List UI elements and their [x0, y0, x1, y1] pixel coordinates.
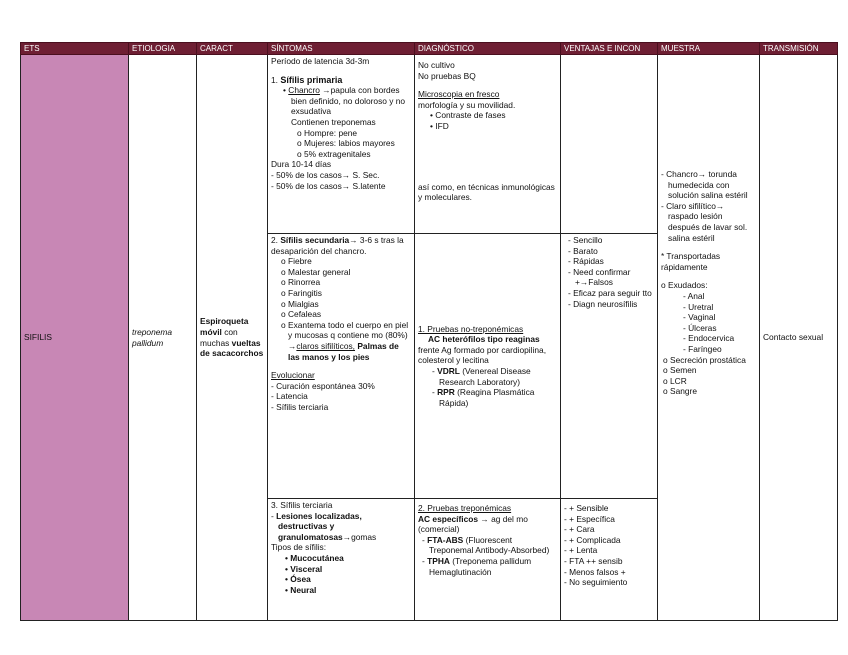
- ventajas-trep-cell: [561, 499, 658, 621]
- casos-list: [271, 170, 411, 191]
- tipo-osea: • Ósea: [285, 574, 411, 585]
- secundaria-list: [271, 256, 411, 362]
- ventajas-no-trep-list: [564, 235, 654, 309]
- diag-vdrl-label: VDRL: [437, 366, 460, 376]
- exudado-endocervica: - Endocervica: [683, 333, 756, 344]
- diag-contraste: • Contraste de fases: [430, 110, 557, 121]
- muestra-top-list: [661, 169, 756, 243]
- secundaria-title: [271, 235, 411, 256]
- diag-rpr-desc: (Reagina Plasmática Rápida): [439, 387, 535, 408]
- diag-trep-cell: [415, 499, 561, 621]
- primaria-list: [271, 85, 411, 117]
- diag-no-trep-list: [418, 366, 557, 408]
- diag-fta: [422, 535, 557, 556]
- diag-trep-title: 2. Pruebas treponémicas: [418, 503, 512, 513]
- muestra-claro: - Claro sifilítico→ raspado lesión después de lavar sol. salina estéril: [661, 201, 756, 243]
- contienen-list: [271, 128, 411, 160]
- diag-fresco-cell: [415, 55, 561, 234]
- diag-tpha: [422, 556, 557, 577]
- diag-microscopia: Microscopia en fresco: [418, 89, 500, 100]
- sec-palmas: Palmas de las manos y los pies: [288, 340, 399, 362]
- vent-trep-7: - Menos falsos +: [564, 566, 626, 577]
- terciaria-lesiones-text: Lesiones localizadas, destructivas y granulomatosas: [276, 510, 362, 542]
- sti-table: [20, 42, 838, 621]
- chancro-desc: →papula con bordes bien definido, no doloroso y no exsudativa: [291, 85, 406, 117]
- diag-rpr: [432, 387, 557, 408]
- diag-vdrl: [432, 366, 557, 387]
- exudado-ulceras: - Úlceras: [683, 323, 756, 334]
- header-diagnostico: DIAGNÓSTICO: [415, 43, 561, 55]
- sintomas-primaria-cell: [268, 55, 415, 234]
- muestra-cell: [658, 55, 760, 621]
- evol-terciaria: - Sífilis terciaria: [271, 402, 411, 413]
- diag-no-trep-ac: AC heterófilos tipo reaginas: [428, 334, 540, 345]
- diag-ifd: • IFD: [430, 121, 557, 132]
- vent-neurosifilis: - Diagn neurosífilis: [568, 299, 654, 310]
- diag-morfologia: morfología y su movilidad.: [418, 99, 516, 110]
- diag-no-trep-frente: frente Ag formado por cardiopilina, colesterol y lecitina: [418, 344, 547, 366]
- primaria-title-text: Sífilis primaria: [280, 74, 343, 85]
- muestra-exudados-items: [661, 291, 756, 355]
- evol-curacion: - Curación espontánea 30%: [271, 381, 411, 392]
- caract-movil: móvil: [200, 326, 222, 337]
- terciaria-gomas: →gomas: [342, 531, 377, 542]
- header-row: [21, 43, 838, 55]
- diag-no-cultivo: No cultivo: [418, 60, 455, 70]
- ventajas-empty-cell: [561, 55, 658, 234]
- exudado-uretral: - Uretral: [683, 302, 756, 313]
- ventajas-no-trep-cell: [561, 234, 658, 499]
- header-ventajas: VENTAJAS E INCON: [561, 43, 658, 55]
- diag-no-trep-title: 1. Pruebas no-treponémicas: [418, 323, 524, 334]
- diag-no-bq: No pruebas BQ: [418, 70, 476, 81]
- diag-tpha-desc: (Treponema pallidum Hemaglutinación: [429, 555, 532, 577]
- evolucionar-title: Evolucionar: [271, 370, 315, 381]
- sec-faringitis: o Faringitis: [281, 288, 411, 299]
- secundaria-title-text: Sífilis secundaria: [280, 235, 350, 245]
- sec-fiebre: o Fiebre: [281, 256, 411, 267]
- sec-cefaleas: o Cefaleas: [281, 309, 411, 320]
- muestra-lcr: o LCR: [663, 376, 756, 387]
- exudado-vaginal: - Vaginal: [683, 312, 756, 323]
- muestra-exudados: o Exudados:: [661, 280, 756, 291]
- vent-sencillo: - Sencillo: [568, 235, 654, 246]
- extragenitales-item: o 5% extragenitales: [297, 149, 411, 160]
- terciaria-tipos: Tipos de sífilis:: [271, 542, 327, 553]
- sec-claros: claros sifilíticos,: [296, 340, 356, 351]
- muestra-semen: o Semen: [663, 365, 756, 376]
- caract-vueltas: vueltas de sacacorchos: [200, 337, 264, 359]
- vent-barato: - Barato: [568, 246, 654, 257]
- sec-exantema: [281, 320, 411, 362]
- caract-cell: [197, 55, 268, 621]
- evol-latencia: - Latencia: [271, 391, 411, 402]
- muestra-secrecion: o Secreción prostática: [663, 355, 756, 366]
- transmision-cell: Contacto sexual: [760, 55, 838, 621]
- latencia-text: Período de latencia 3d-3m: [271, 56, 370, 66]
- diag-vdrl-desc: (Venereal Disease Research Laboratory): [439, 366, 531, 387]
- row-primaria: [21, 55, 838, 234]
- sintomas-secundaria-cell: [268, 234, 415, 499]
- vent-trep-2: - + Específica: [564, 513, 615, 524]
- terciaria-list: [271, 511, 411, 543]
- contienen-text: Contienen treponemas: [291, 116, 376, 127]
- vent-eficaz: - Eficaz para seguir tto: [568, 288, 654, 299]
- diag-tpha-label: TPHA: [427, 555, 450, 566]
- diag-rpr-label: RPR: [437, 387, 455, 398]
- sec-exantema-text: Exantema todo el cuerpo en piel y mucosas q contiene mo (80%): [288, 319, 409, 341]
- header-caract: CARACT: [197, 43, 268, 55]
- header-transmision: TRANSMISIÓN: [760, 43, 838, 55]
- muestra-chancro: - Chancro→ torunda humedecida con solución salina estéril: [661, 169, 756, 201]
- header-sintomas: SÍNTOMAS: [268, 43, 415, 55]
- tipo-visceral: • Visceral: [285, 564, 411, 575]
- sec-mialgias: o Mialgias: [281, 299, 411, 310]
- caract-con: con muchas: [200, 326, 238, 348]
- primaria-title-num: 1.: [271, 74, 281, 85]
- sec-malestar: o Malestar general: [281, 267, 411, 278]
- diag-trep-ac-desc: → ag del mo (comercial): [418, 513, 528, 535]
- casos-item-1: - 50% de los casos→ S. Sec.: [271, 170, 411, 181]
- casos-item-2: - 50% de los casos→ S.latente: [271, 181, 411, 192]
- chancro-item: [283, 85, 411, 117]
- sec-claros-arrow: →: [288, 340, 297, 351]
- diag-trep-ac-label: AC específicos: [418, 513, 479, 524]
- diag-micro-list: [418, 110, 557, 131]
- exudado-anal: - Anal: [683, 291, 756, 302]
- muestra-sangre: o Sangre: [663, 386, 756, 397]
- diag-trep-list: [418, 535, 557, 577]
- muestra-transportadas: * Transportadas rápidamente: [661, 251, 721, 272]
- vent-trep-1: - + Sensible: [564, 503, 609, 513]
- mujeres-item: o Mujeres: labios mayores: [297, 138, 411, 149]
- etiologia-cell: treponema pallidum: [129, 55, 197, 621]
- tipo-neural: • Neural: [285, 585, 411, 596]
- tipo-mucocutanea: • Mucocutánea: [285, 553, 411, 564]
- sec-rinorrea: o Rinorrea: [281, 277, 411, 288]
- vent-trep-6: - FTA ++ sensib: [564, 555, 623, 566]
- evolucionar-list: [271, 381, 411, 413]
- diag-asi-como: así como, en técnicas inmunológicas y moleculares.: [418, 181, 555, 203]
- diag-trep-ac: [418, 514, 557, 535]
- vent-trep-4: - + Complicada: [564, 534, 621, 545]
- primaria-title: [271, 75, 411, 86]
- vent-trep-8: - No seguimiento: [564, 577, 628, 588]
- dura-text: Dura 10-14 días: [271, 159, 332, 170]
- diag-fta-label: FTA-ABS: [427, 534, 464, 545]
- vent-trep-5: - + Lenta: [564, 545, 598, 556]
- terciaria-tipos-list: [271, 553, 411, 595]
- muestra-otros-list: [661, 355, 756, 397]
- vent-confirmar: - Need confirmar +→Falsos: [568, 267, 654, 288]
- caract-espiroqueta: Espiroqueta: [200, 316, 249, 327]
- diag-no-trep-cell: [415, 234, 561, 499]
- muestra-exudados-list: [661, 280, 756, 291]
- vent-trep-3: - + Cara: [564, 524, 595, 535]
- secundaria-title-num: 2.: [271, 235, 281, 245]
- terciaria-lesiones: [271, 511, 411, 543]
- header-ets: ETS: [21, 43, 129, 55]
- hombre-item: o Hompre: pene: [297, 128, 411, 139]
- exudado-faringeo: - Faríngeo: [683, 344, 756, 355]
- vent-rapidas: - Rápidas: [568, 256, 654, 267]
- header-etiologia: ETIOLOGIA: [129, 43, 197, 55]
- header-muestra: MUESTRA: [658, 43, 760, 55]
- sintomas-terciaria-cell: [268, 499, 415, 621]
- ets-cell: SIFILIS: [21, 55, 129, 621]
- diag-fta-desc: (Fluorescent Treponemal Antibody-Absorbed): [429, 534, 550, 556]
- secundaria-title-post: → 3-6 s tras la desaparición del chancro.: [271, 235, 404, 256]
- terciaria-title: 3. Sífilis terciaria: [271, 500, 333, 510]
- chancro-label: Chancro: [288, 85, 320, 96]
